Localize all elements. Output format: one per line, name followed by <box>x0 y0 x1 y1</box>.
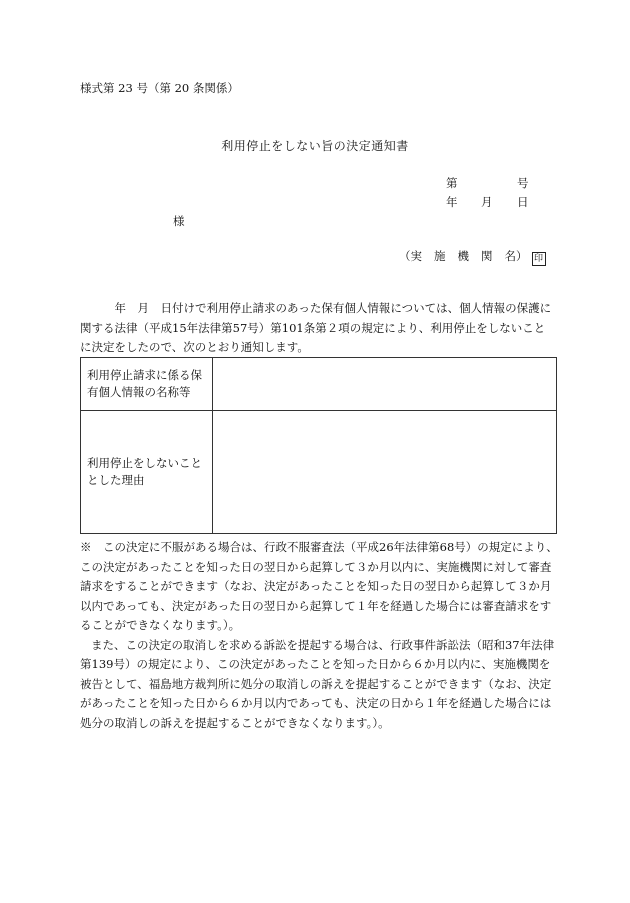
addressee-suffix: 様 <box>173 214 185 228</box>
date-year: 年 <box>446 195 458 209</box>
table-value-information-name <box>213 358 557 411</box>
decision-table <box>80 357 557 534</box>
note-paragraph-lawsuit: また、この決定の取消しを求める訴訟を提起する場合は、行政事件訴訟法（昭和37年法律第139号）の規定により、この決定があったことを知った日から６か月以内に、実施機関を被告として、福島地方裁判所に処分の取消しの訴えを提起することができます（なお、決定があったことを知った日から６か月以内であっても、決定の日から１年を経過した場合には処分の取消しの訴えを提起することができなくなります。）。 <box>80 637 555 730</box>
date-day: 日 <box>517 195 529 209</box>
table-label-information-name: 利用停止請求に係る保有個人情報の名称等 <box>81 358 213 411</box>
table-value-reason <box>213 411 557 534</box>
table-row <box>81 358 557 411</box>
note-paragraph-appeal: ※ この決定に不服がある場合は、行政不服審査法（平成26年法律第68号）の規定により、この決定があったことを知った日の翌日から起算して３か月以内に、実施機関に対して審査請求をすることができます（なお、決定があったことを知った日の翌日から起算して３か月以内であっても、決定があった日の翌日から起算して１年を経過した場合には審査請求をすることができなくなります。）。 <box>80 540 558 632</box>
institution-close: 名） <box>504 249 528 263</box>
table-label-reason: 利用停止をしないこととした理由 <box>81 411 213 534</box>
date-month: 月 <box>481 195 493 209</box>
table-row <box>81 411 557 534</box>
number-prefix: 第 <box>446 176 458 190</box>
notification-body: 年 月 日付けで利用停止請求のあった保有個人情報については、個人情報の保護に関する法律（平成15年法律第57号）第101条第２項の規定により、利用停止をしないことに決定をしたので、次のとおり通知します。 <box>80 301 552 354</box>
institution-char-4: 関 <box>481 249 493 263</box>
seal-mark: 印 <box>532 252 546 266</box>
document-title: 利用停止をしない旨の決定通知書 <box>221 139 409 153</box>
institution-char-3: 機 <box>457 249 469 263</box>
institution-name-line <box>399 248 546 266</box>
appeal-note <box>80 538 558 733</box>
number-suffix: 号 <box>517 176 529 190</box>
institution-open: （実 <box>399 249 422 263</box>
institution-char-2: 施 <box>434 249 446 263</box>
form-number: 様式第 23 号（第 20 条関係） <box>80 81 239 95</box>
